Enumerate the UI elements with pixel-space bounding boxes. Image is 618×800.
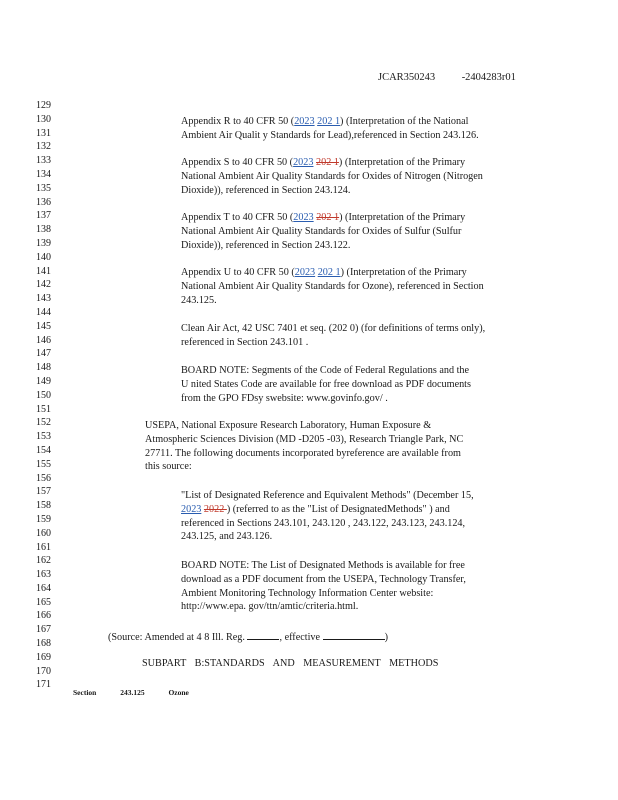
appendix-r-line-2: Ambient Air Qualit y Standards for Lead),referenced in Section 243.126.: [181, 129, 479, 141]
line-number: 133: [36, 155, 51, 167]
board-note-2-line-2: download as a PDF document from the USEPA, Technology Transfer,: [181, 573, 466, 585]
board-note-1: [181, 364, 471, 405]
list-designated-line-3: referenced in Sections 243.101, 243.120 , 243.122, 243.123, 243.124,: [181, 517, 466, 529]
line-number: 165: [36, 596, 51, 608]
appendix-t-line-1: Appendix T to 40 CFR 50 (2023 202 1) (Interpretation of the Primary: [181, 212, 466, 223]
subpart-heading: SUBPART B:STANDARDS AND MEASUREMENT METHODS: [142, 658, 439, 669]
line-number: 162: [36, 555, 51, 567]
document-header: [378, 72, 516, 83]
board-note-1-line-3: from the GPO FDsy swebsite: www.govinfo.gov/ .: [181, 392, 388, 404]
line-number: 129: [36, 100, 51, 111]
appendix-r-line-1: Appendix R to 40 CFR 50 (2023 202 1) (Interpretation of the National: [181, 116, 469, 127]
line-number: 158: [36, 500, 51, 512]
list-designated-line-2: 2023 2022 ) (referred to as the "List of DesignatedMethods" ) and: [181, 503, 450, 515]
appendix-t-entry: [181, 211, 465, 252]
line-number: 154: [36, 444, 51, 456]
line-number: 130: [36, 113, 51, 125]
inserted-year: 202 1: [317, 267, 341, 278]
line-number: 152: [36, 417, 51, 429]
line-number: 131: [36, 127, 51, 139]
appendix-s-line-3: Dioxide)), referenced in Section 243.124.: [181, 184, 351, 196]
line-number: 148: [36, 362, 51, 374]
board-note-1-line-1: BOARD NOTE: Segments of the Code of Federal Regulations and the: [181, 365, 470, 376]
line-number: 151: [36, 403, 51, 415]
line-number: 159: [36, 513, 51, 525]
inserted-year: 2023: [294, 267, 316, 278]
line-number: 160: [36, 527, 51, 539]
inserted-year: 202 1: [317, 116, 341, 127]
line-number: 171: [36, 679, 51, 691]
line-number: 140: [36, 251, 51, 263]
usepa-line-1: USEPA, National Exposure Research Laboratory, Human Exposure &: [145, 420, 432, 431]
clean-air-line-1: Clean Air Act, 42 USC 7401 et seq. (202 0) (for definitions of terms only),: [181, 323, 486, 334]
line-number: 138: [36, 224, 51, 236]
appendix-r-entry: [181, 115, 479, 143]
line-number: 134: [36, 168, 51, 180]
board-note-1-line-2: U nited States Code are available for free download as PDF documents: [181, 378, 471, 390]
line-number: 146: [36, 334, 51, 346]
deleted-year: 202 1: [316, 157, 339, 168]
line-number: 168: [36, 638, 51, 650]
appendix-t-line-3: Dioxide)), referenced in Section 243.122.: [181, 239, 351, 251]
line-number: 147: [36, 348, 51, 360]
list-designated-line-4: 243.125, and 243.126.: [181, 531, 273, 543]
inserted-year: 2023: [293, 212, 314, 223]
list-designated-line-1: "List of Designated Reference and Equivalent Methods" (December 15,: [181, 490, 474, 501]
deleted-year: 202 1: [316, 212, 340, 223]
line-number: 164: [36, 582, 51, 594]
line-number: 145: [36, 320, 51, 332]
appendix-u-line-1: Appendix U to 40 CFR 50 (2023 202 1) (Interpretation of the Primary: [181, 267, 467, 278]
board-note-2-line-3: Ambient Monitoring Technology Information Center website:: [181, 587, 434, 599]
line-number: 143: [36, 293, 51, 305]
blank-line: [247, 629, 279, 640]
line-number: 167: [36, 624, 51, 636]
usepa-line-2: Atmospheric Sciences Division (MD -D205 -03), Research Triangle Park, NC: [145, 433, 464, 445]
appendix-s-line-2: National Ambient Air Quality Standards for Oxides of Nitrogen (Nitrogen: [181, 170, 483, 182]
line-number: 135: [36, 182, 51, 194]
board-note-2-line-4: http://www.epa. gov/ttn/amtic/criteria.html.: [181, 601, 359, 613]
line-number: 161: [36, 541, 51, 553]
line-number: 141: [36, 265, 51, 277]
list-designated-entry: [181, 489, 474, 544]
line-number: 150: [36, 389, 51, 401]
appendix-t-line-2: National Ambient Air Quality Standards for Oxides of Sulfur (Sulfur: [181, 225, 462, 237]
line-number: 144: [36, 306, 51, 318]
inserted-year: 2023: [294, 116, 315, 127]
line-number: 170: [36, 665, 51, 677]
line-number: 157: [36, 486, 51, 498]
document-number: -2404283r01: [461, 72, 516, 83]
appendix-s-entry: [181, 156, 483, 197]
line-number: 132: [36, 141, 51, 153]
blank-line: [323, 629, 385, 640]
line-number: 136: [36, 196, 51, 208]
usepa-line-4: this source:: [145, 461, 192, 473]
line-number: 169: [36, 651, 51, 663]
board-note-2-line-1: BOARD NOTE: The List of Designated Methods is available for free: [181, 560, 465, 571]
line-numbers: [36, 100, 60, 693]
line-number: 149: [36, 375, 51, 387]
section-title: Ozone: [168, 688, 189, 697]
usepa-line-3: 27711. The following documents incorporated byreference are available from: [145, 447, 461, 459]
usepa-entry: [145, 419, 463, 474]
appendix-u-entry: [181, 266, 484, 307]
inserted-year: 2023: [181, 503, 202, 515]
line-number: 137: [36, 210, 51, 222]
appendix-s-line-1: Appendix S to 40 CFR 50 (2023 202 1) (Interpretation of the Primary: [181, 157, 466, 168]
line-number: 163: [36, 569, 51, 581]
document-id: JCAR350243: [378, 72, 436, 83]
section-number: 243.125: [120, 688, 145, 697]
section-footer: [73, 688, 205, 697]
section-label: Section: [73, 688, 97, 697]
line-number: 139: [36, 237, 51, 249]
line-number: 155: [36, 458, 51, 470]
line-number: 166: [36, 610, 51, 622]
source-line: (Source: Amended at 4 8 Ill. Reg. , effective ): [108, 629, 388, 645]
line-number: 142: [36, 279, 51, 291]
appendix-u-line-2: National Ambient Air Quality Standards for Ozone), referenced in Section: [181, 280, 484, 292]
deleted-year: 2022: [203, 503, 227, 515]
board-note-2: [181, 559, 466, 614]
appendix-u-line-3: 243.125.: [181, 294, 217, 306]
inserted-year: 2023: [293, 157, 314, 168]
clean-air-act-entry: [181, 322, 485, 350]
clean-air-line-2: referenced in Section 243.101 .: [181, 336, 309, 348]
line-number: 156: [36, 472, 51, 484]
line-number: 153: [36, 431, 51, 443]
